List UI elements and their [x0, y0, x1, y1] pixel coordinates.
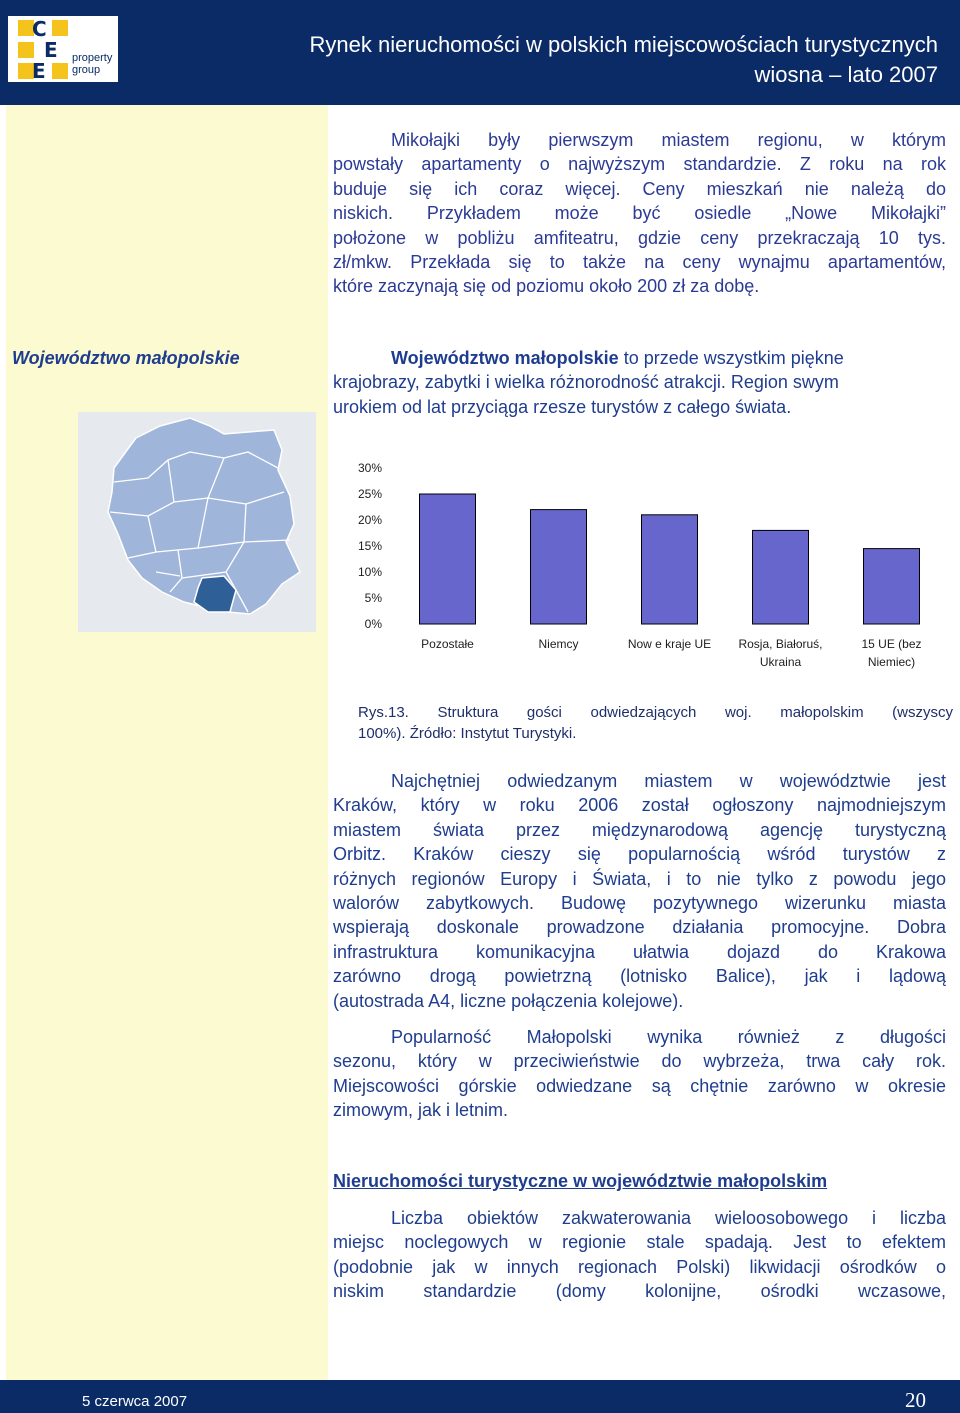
text-line: (podobnie jak w innych regionach Polski) likwidacji ośrodków o — [333, 1256, 946, 1277]
poland-map — [78, 412, 316, 632]
figure-caption — [358, 703, 953, 744]
caption-word: Rys.13. — [358, 704, 409, 721]
caption-word: odwiedzających — [590, 704, 697, 721]
text-fragment: to przede wszystkim piękne — [618, 348, 844, 368]
caption-word: woj. — [724, 704, 752, 721]
sidebar-panel — [6, 105, 328, 1380]
logo-letter: C — [32, 17, 47, 41]
text-line: buduje się ich coraz więcej. Ceny mieszkań nie należą do — [333, 178, 946, 199]
text-line: różnych regionów Europy i Świata, i to nie tylko z powodu jego — [333, 868, 946, 889]
logo-text-line: group — [72, 64, 101, 76]
text-line: niskim standardzie (domy kolonijne, ośrodki wczasowe, — [333, 1281, 946, 1302]
text-line: zimowym, jak i letnim. — [333, 1100, 509, 1121]
text-line: Liczba obiektów zakwaterowania wieloosobowego i liczba — [391, 1208, 946, 1228]
y-tick-label: 20% — [357, 513, 382, 527]
text-line — [333, 346, 946, 370]
y-tick-label: 15% — [357, 539, 382, 553]
text-line: walorów zabytkowych. Budowę pozytywnego wizerunku miasta — [333, 893, 946, 914]
x-axis — [421, 637, 921, 669]
text-line: zarówno drogą powietrzną (lotnisko Balice), jak i lądową — [333, 966, 946, 987]
paragraph-region-intro — [333, 346, 946, 419]
text-line: infrastruktura komunikacyjna ułatwia dojazd do Krakowa — [333, 941, 946, 962]
y-tick-label: 5% — [364, 591, 382, 605]
company-logo — [8, 16, 118, 82]
text-line: krajobrazy, zabytki i wielka różnorodność atrakcji. Region swym — [333, 372, 839, 393]
text-line: Najchętniej odwiedzanym miastem w województwie jest — [391, 771, 946, 791]
caption-word: Struktura — [437, 704, 499, 721]
text-line: urokiem od lat przyciąga rzesze turystów z całego świata. — [333, 396, 792, 417]
x-category-label: Ukraina — [759, 655, 802, 669]
x-category-label: Pozostałe — [421, 637, 474, 651]
text-line: zł/mkw. Przekłada się to także na ceny wynajmu apartamentów, — [333, 252, 946, 273]
text-line: sezonu, który w przeciwieństwie do wybrzeża, trwa cały rok. — [333, 1051, 946, 1072]
page-number: 20 — [905, 1388, 926, 1412]
document-title-line2: wiosna – lato 2007 — [754, 62, 938, 87]
chart-bar — [420, 494, 476, 624]
paragraph-accommodation — [333, 1206, 946, 1304]
logo-letter: E — [32, 59, 46, 83]
y-tick-label: 0% — [364, 617, 382, 631]
page-header — [0, 0, 960, 105]
text-line: niskich. Przykładem może być osiedle „Nowe Mikołajki” — [333, 203, 946, 224]
text-line: Kraków, który w roku 2006 został ogłoszony najmodniejszym — [333, 795, 946, 816]
text-line: powstały apartamenty o najwyższym standardzie. Z roku na rok — [333, 154, 946, 175]
logo-square — [52, 20, 68, 36]
text-line: Popularność Małopolski wynika również z długości — [391, 1027, 946, 1047]
text-line: Orbitz. Kraków cieszy się popularnością wśród turystów z — [333, 844, 946, 865]
text-line: które zaczynają się od poziomu około 200 zł za dobę. — [333, 276, 760, 297]
text-line: miejsc noclegowych w regionie stale spadają. Jest to efektem — [333, 1232, 946, 1253]
caption-word: małopolskim — [780, 704, 864, 721]
text-line: położone w pobliżu amfiteatru, gdzie ceny przekraczają 10 tys. — [333, 227, 946, 248]
x-category-label: 15 UE (bez — [861, 637, 922, 651]
paragraph-season — [333, 1025, 946, 1123]
text-line: miastem świata przez międzynarodową agencję turystyczną — [333, 819, 946, 840]
text-line: wspierają doskonale prowadzone działania promocyjne. Dobra — [333, 917, 946, 938]
document-title — [310, 30, 938, 90]
x-category-label: Rosja, Białoruś, — [738, 637, 823, 651]
chart-bar — [642, 515, 698, 624]
paragraph-mikolajki — [333, 128, 946, 299]
region-name-bold: Województwo małopolskie — [391, 348, 619, 368]
logo-square — [52, 63, 68, 79]
logo-square — [18, 42, 34, 58]
footer-date: 5 czerwca 2007 — [82, 1393, 188, 1410]
chart-bar — [531, 510, 587, 624]
caption-word: (wszyscy — [892, 704, 953, 721]
guests-structure-chart — [335, 455, 955, 680]
caption-line — [358, 703, 953, 724]
document-title-line1: Rynek nieruchomości w polskich miejscowościach turystycznych — [309, 32, 938, 57]
y-tick-label: 10% — [357, 565, 382, 579]
y-tick-label: 25% — [357, 487, 382, 501]
text-line: Miejscowości górskie odwiedzane są chętnie zarówno w okresie — [333, 1075, 946, 1096]
text-line: (autostrada A4, liczne połączenia kolejowe). — [333, 990, 684, 1011]
page-footer — [0, 1380, 960, 1413]
logo-letter: E — [44, 38, 58, 62]
logo-text-line: property — [72, 52, 113, 64]
chart-bar — [753, 530, 809, 624]
caption-word: gości — [526, 704, 562, 721]
caption-line: 100%). Źródło: Instytut Turystyki. — [358, 724, 577, 742]
y-axis — [358, 461, 382, 631]
logo-text — [72, 52, 112, 76]
x-category-label: Niemcy — [538, 637, 579, 651]
y-tick-label: 30% — [357, 461, 382, 475]
section-heading: Nieruchomości turystyczne w województwie małopolskim — [333, 1171, 828, 1191]
chart-bars — [420, 494, 920, 624]
x-category-label: Now e kraje UE — [627, 637, 712, 651]
chart-bar — [864, 549, 920, 624]
sidebar-region-label: Województwo małopolskie — [12, 348, 240, 368]
paragraph-krakow — [333, 769, 946, 1013]
x-category-label: Niemiec) — [867, 655, 916, 669]
text-line: Mikołajki były pierwszym miastem regionu, w którym — [391, 130, 946, 150]
